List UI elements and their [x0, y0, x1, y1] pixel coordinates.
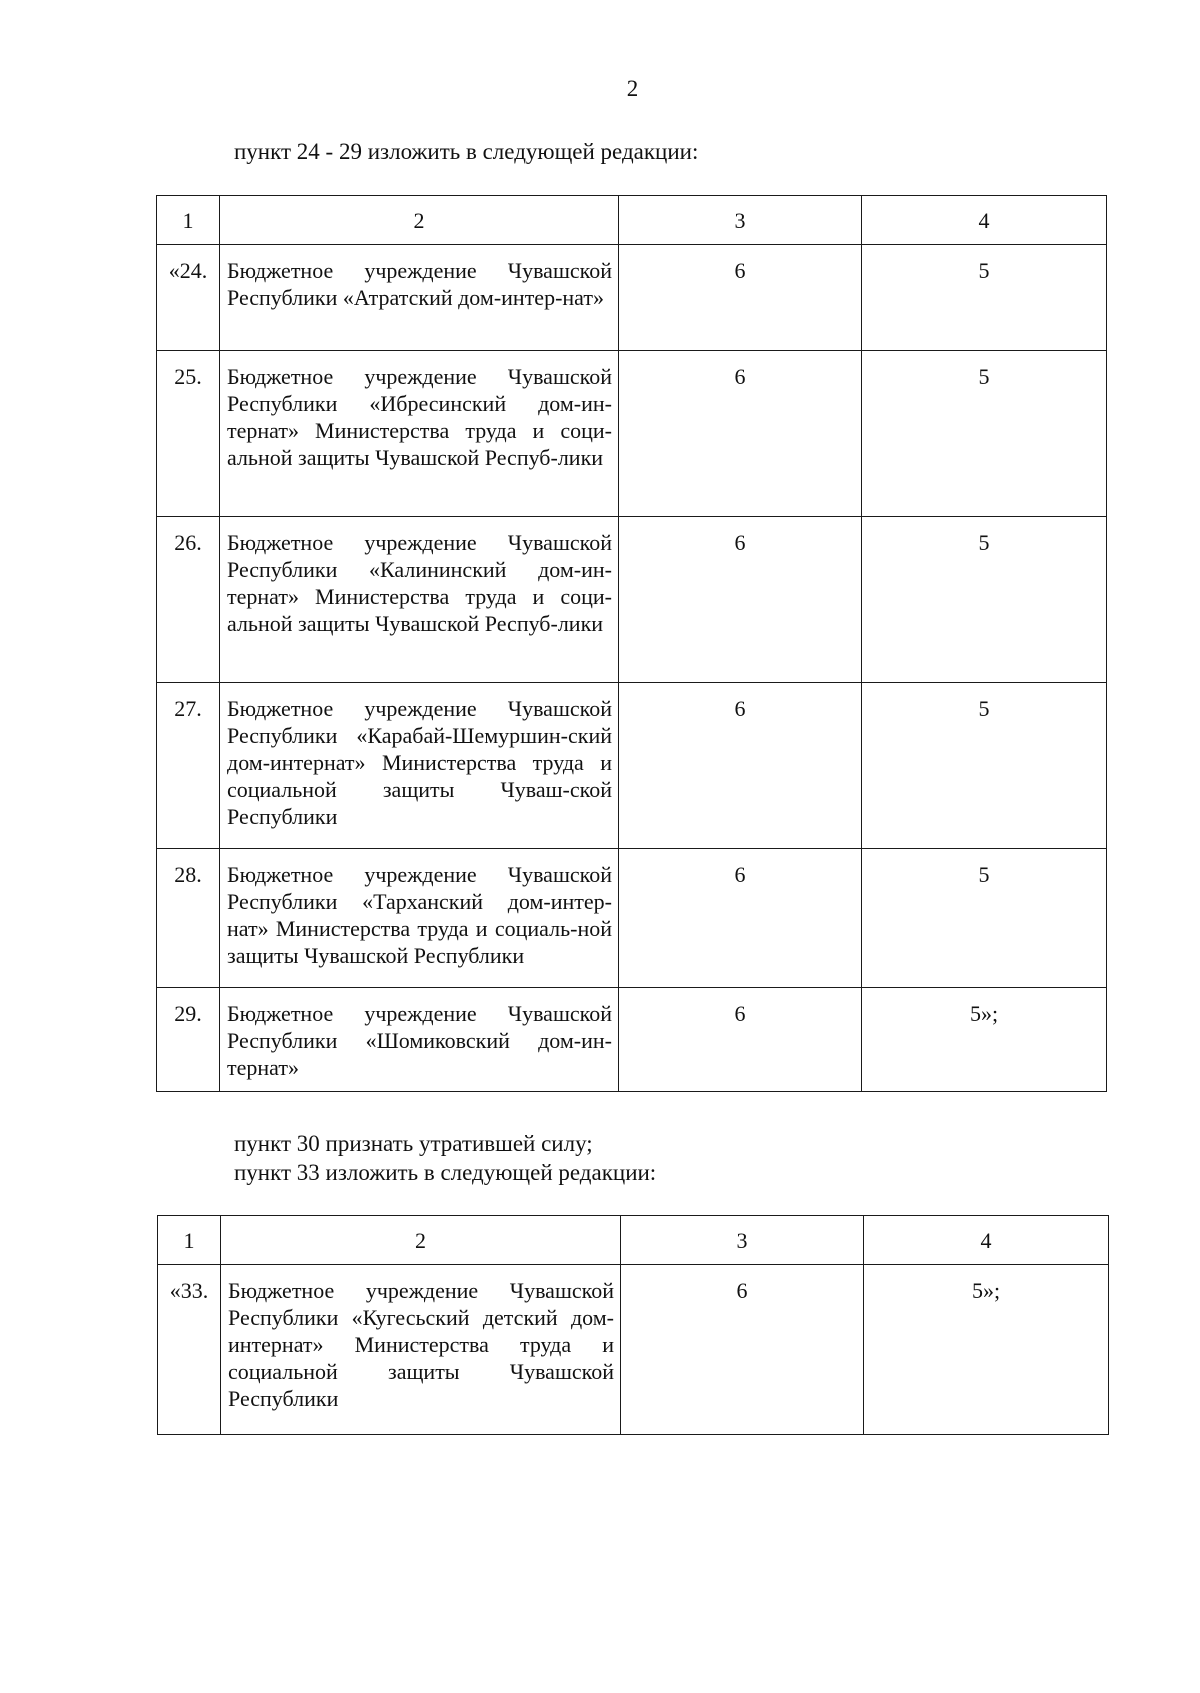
- institution-name: Бюджетное учреждение Чувашской Республики «Шомиковский дом-ин-тернат»: [220, 988, 619, 1092]
- row-number: 26.: [157, 517, 220, 683]
- institution-name: Бюджетное учреждение Чувашской Республики «Кугесьский детский дом-интернат» Министерства труда и социальной защиты Чувашской Республики: [221, 1265, 621, 1435]
- column-4-value: 5: [862, 351, 1107, 517]
- column-4-value: 5»;: [862, 988, 1107, 1092]
- column-3-value: 6: [619, 245, 862, 351]
- table-row: [157, 683, 1107, 849]
- column-4-value: 5»;: [864, 1265, 1109, 1435]
- institution-name: Бюджетное учреждение Чувашской Республики «Атратский дом-интер-нат»: [220, 245, 619, 351]
- header-cell-1: 1: [157, 196, 220, 245]
- institution-name: Бюджетное учреждение Чувашской Республики «Карабай-Шемуршин-ский дом-интернат» Министерства труда и социальной защиты Чуваш-ской Республики: [220, 683, 619, 849]
- header-cell-4: 4: [862, 196, 1107, 245]
- row-number: «24.: [157, 245, 220, 351]
- table-row: [157, 245, 1107, 351]
- amendment-table-1: [156, 195, 1107, 1092]
- institution-name: Бюджетное учреждение Чувашской Республики «Тарханский дом-интер-нат» Министерства труда и социаль-ной защиты Чувашской Республики: [220, 849, 619, 988]
- column-3-value: 6: [619, 351, 862, 517]
- column-3-value: 6: [619, 988, 862, 1092]
- column-4-value: 5: [862, 245, 1107, 351]
- header-cell-4: 4: [864, 1216, 1109, 1265]
- table-row: [157, 351, 1107, 517]
- header-cell-3: 3: [619, 196, 862, 245]
- table-row: [157, 849, 1107, 988]
- table-row: [158, 1265, 1109, 1435]
- row-number: 25.: [157, 351, 220, 517]
- row-number: 28.: [157, 849, 220, 988]
- middle-text-1: пункт 30 признать утратившей силу;: [234, 1131, 593, 1156]
- column-3-value: 6: [619, 849, 862, 988]
- column-4-value: 5: [862, 849, 1107, 988]
- column-4-value: 5: [862, 517, 1107, 683]
- header-cell-2: 2: [221, 1216, 621, 1265]
- row-number: 29.: [157, 988, 220, 1092]
- middle-text-2: пункт 33 изложить в следующей редакции:: [234, 1160, 657, 1185]
- table-row: [157, 988, 1107, 1092]
- column-3-value: 6: [619, 683, 862, 849]
- institution-name: Бюджетное учреждение Чувашской Республики «Ибресинский дом-ин-тернат» Министерства труда и соци-альной защиты Чувашской Респуб-лики: [220, 351, 619, 517]
- intro-text: пункт 24 - 29 изложить в следующей редакции:: [234, 139, 699, 164]
- row-number: 27.: [157, 683, 220, 849]
- column-3-value: 6: [619, 517, 862, 683]
- table-row: [157, 517, 1107, 683]
- institution-name: Бюджетное учреждение Чувашской Республики «Калининский дом-ин-тернат» Министерства труда и соци-альной защиты Чувашской Респуб-лики: [220, 517, 619, 683]
- table-header-row: [157, 196, 1107, 245]
- page-number: 2: [626, 76, 639, 101]
- header-cell-2: 2: [220, 196, 619, 245]
- row-number: «33.: [158, 1265, 221, 1435]
- header-cell-3: 3: [621, 1216, 864, 1265]
- column-3-value: 6: [621, 1265, 864, 1435]
- amendment-table-2: [157, 1215, 1109, 1435]
- header-cell-1: 1: [158, 1216, 221, 1265]
- table-header-row: [158, 1216, 1109, 1265]
- column-4-value: 5: [862, 683, 1107, 849]
